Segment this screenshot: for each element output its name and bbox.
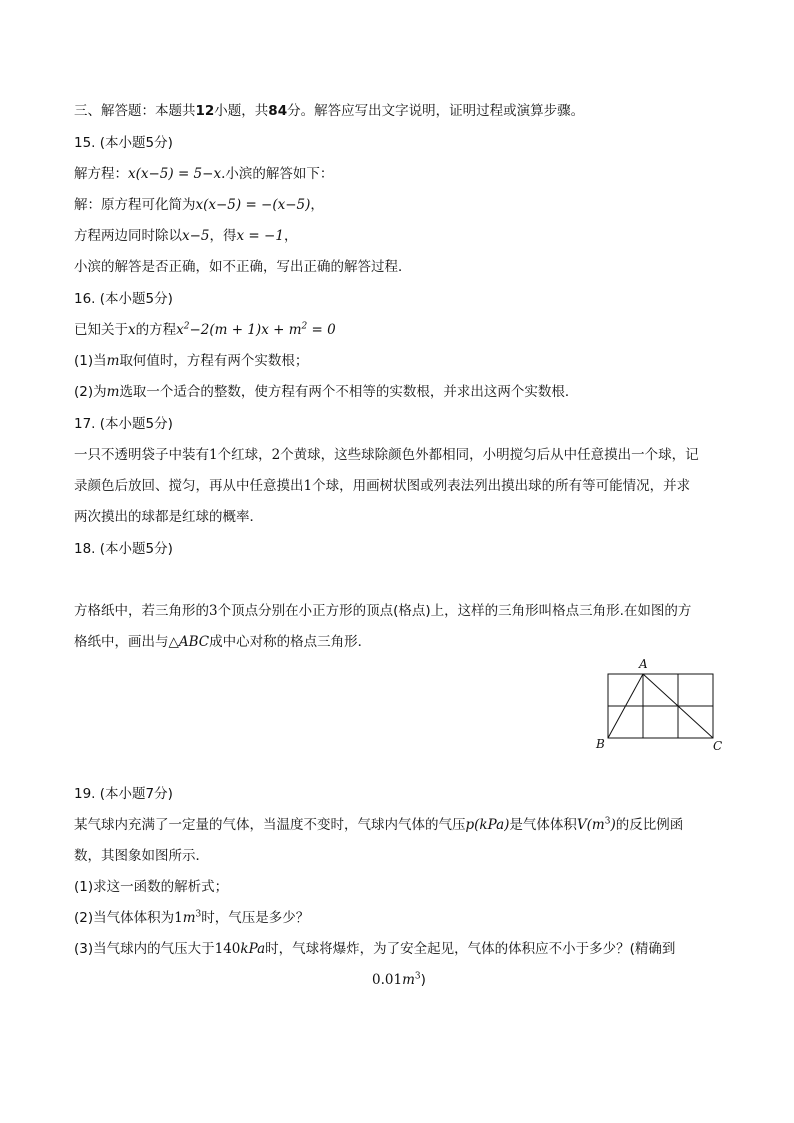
- vertex-label-a: A: [639, 657, 648, 671]
- vertex-label-c: C: [713, 739, 723, 753]
- section-header-text: 小题，共: [214, 103, 269, 119]
- q16-line-2: (1)当m取何值时，方程有两个实数根；: [74, 353, 309, 369]
- question-count: 12: [195, 103, 215, 119]
- q15-title: 15. (本小题5分): [74, 135, 173, 151]
- q15-line-2: 解：原方程可化简为x(x−5) = −(x−5)，: [74, 197, 324, 213]
- q18-title: 18. (本小题5分): [74, 541, 173, 557]
- q19-line-2: 数，其图象如图所示．: [74, 848, 209, 864]
- q19-line-3: (1)求这一函数的解析式；: [74, 879, 229, 895]
- q19-line-1: 某气球内充满了一定量的气体，当温度不变时，气球内气体的气压p(kPa)是气体体积$V(m^3)$的反比例函: [74, 816, 684, 833]
- q18-line-2: 格纸中，画出与△ABC成中心对称的格点三角形．: [74, 634, 372, 650]
- q18-line-1: 方格纸中，若三角形的3个顶点分别在小正方形的顶点(格点)上，这样的三角形叫格点三角形.在如图的方: [74, 603, 692, 619]
- q15-line-3: 方程两边同时除以x−5，得x = −1，: [74, 228, 298, 244]
- q19-line-5: (3)当气球内的气压大于140kPa时，气球将爆炸，为了安全起见，气体的体积应不小于多少？(精确到: [74, 941, 676, 957]
- section-header: [74, 101, 584, 121]
- section-header-text: 分。解答应写出文字说明，证明过程或演算步骤。: [287, 103, 585, 119]
- q16-line-3: (2)为m选取一个适合的整数，使方程有两个不相等的实数根，并求出这两个实数根．: [74, 384, 579, 400]
- q19-line-4: (2)当气体体积为$1m^3$时，气压是多少？: [74, 909, 310, 926]
- q18-grid-figure: [592, 654, 732, 754]
- q15-equation: x(x−5) = 5−x.: [128, 166, 226, 182]
- q16-equation: $x^2-2(m + 1)x + m^2 = 0$: [176, 321, 336, 338]
- section-header-text: 三、解答题：本题共: [74, 103, 196, 119]
- q17-line-1: 一只不透明袋子中装有1个红球，2个黄球，这些球除颜色外都相同，小明搅匀后从中任意摸出一个球，记: [74, 447, 699, 463]
- q19-title: 19. (本小题7分): [74, 786, 173, 802]
- q17-line-3: 两次摸出的球都是红球的概率．: [74, 509, 263, 525]
- q15-line-4: 小滨的解答是否正确，如不正确，写出正确的解答过程．: [74, 259, 412, 275]
- q16-title: 16. (本小题5分): [74, 291, 173, 307]
- q15-line-1: 解方程：x(x−5) = 5−x.小滨的解答如下：: [74, 166, 334, 182]
- q17-title: 17. (本小题5分): [74, 416, 173, 432]
- q19-line-6: $0.01m^3$): [372, 971, 426, 988]
- q17-line-2: 录颜色后放回、搅匀，再从中任意摸出1个球，用画树状图或列表法列出摸出球的所有等可能情况，并求: [74, 478, 691, 494]
- q16-line-1: 已知关于x的方程$x^2-2(m + 1)x + m^2 = 0$: [74, 321, 336, 338]
- total-score: 84: [268, 103, 288, 119]
- vertex-label-b: B: [596, 737, 605, 751]
